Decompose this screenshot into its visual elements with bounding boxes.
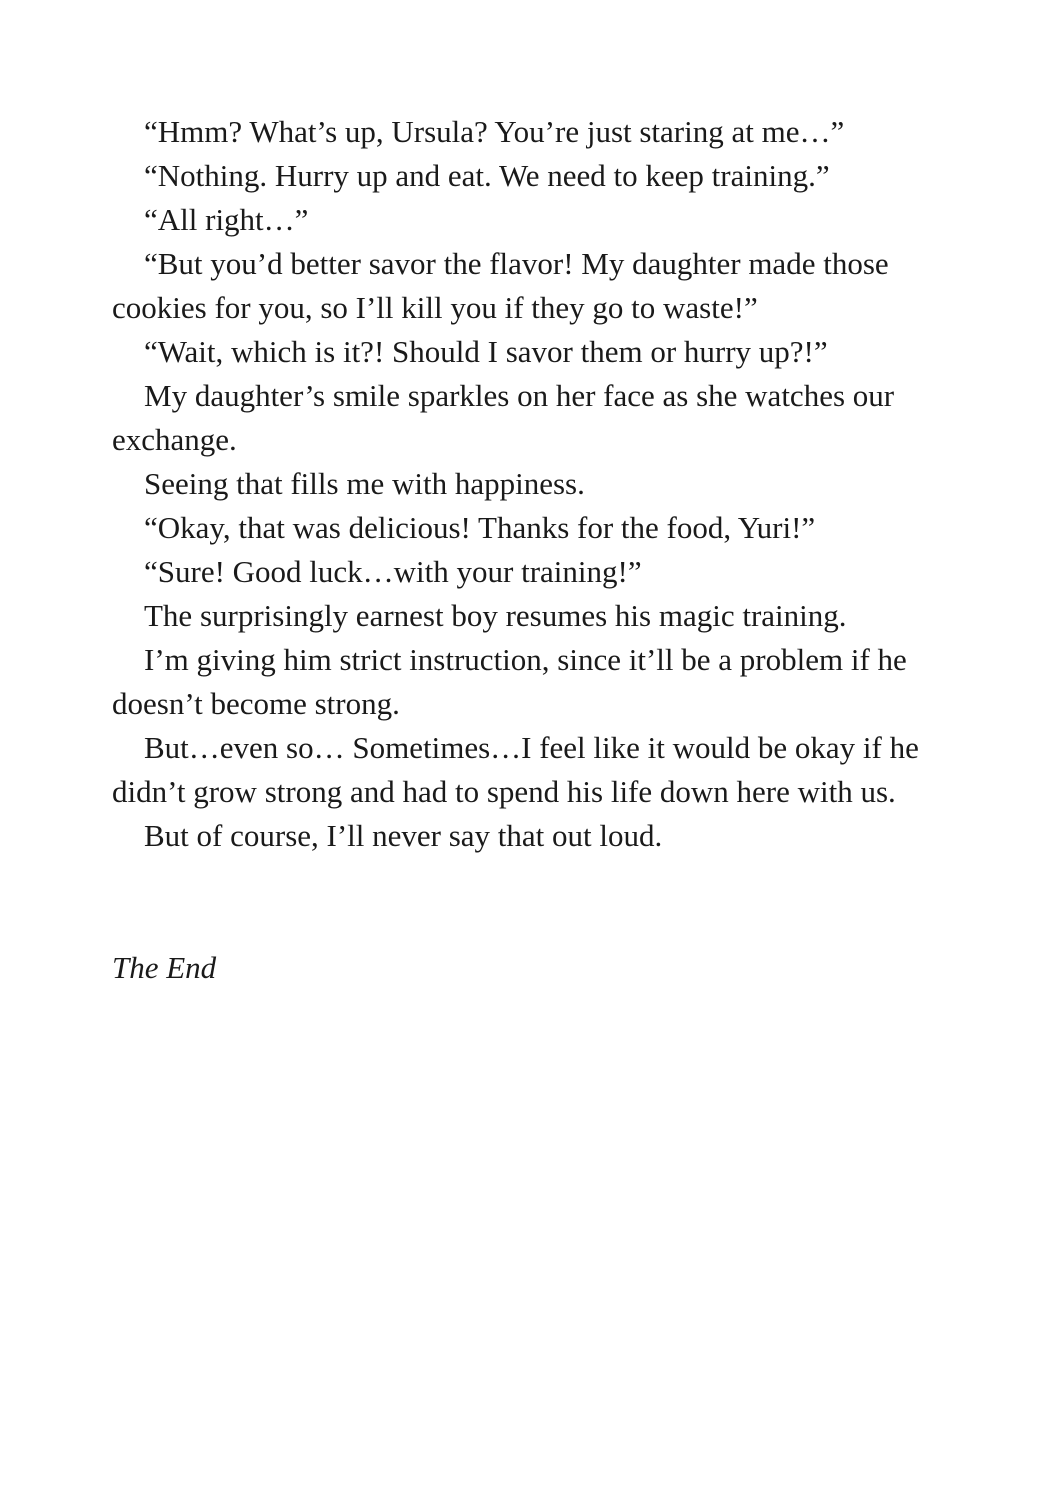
paragraph: “But you’d better savor the flavor! My daughter made those cookies for you, so I’ll kill you if they go to waste!” bbox=[112, 246, 889, 325]
body-text bbox=[112, 110, 957, 858]
paragraph: “Okay, that was delicious! Thanks for the food, Yuri!” bbox=[144, 510, 816, 545]
paragraph: But…even so… Sometimes…I feel like it would be okay if he didn’t grow strong and had to spend his life down here with us. bbox=[112, 730, 919, 809]
paragraph: But of course, I’ll never say that out loud. bbox=[144, 818, 663, 853]
paragraph: “Wait, which is it?! Should I savor them or hurry up?!” bbox=[144, 334, 828, 369]
paragraph: “Nothing. Hurry up and eat. We need to keep training.” bbox=[144, 158, 830, 193]
paragraph: I’m giving him strict instruction, since it’ll be a problem if he doesn’t become strong. bbox=[112, 642, 907, 721]
paragraph: “Sure! Good luck…with your training!” bbox=[144, 554, 642, 589]
the-end-mark: The End bbox=[112, 950, 217, 985]
paragraph: “All right…” bbox=[144, 202, 309, 237]
paragraph: My daughter’s smile sparkles on her face as she watches our exchange. bbox=[112, 378, 895, 457]
paragraph: “Hmm? What’s up, Ursula? You’re just staring at me…” bbox=[144, 114, 845, 149]
paragraph: The surprisingly earnest boy resumes his magic training. bbox=[144, 598, 847, 633]
paragraph: Seeing that fills me with happiness. bbox=[144, 466, 585, 501]
